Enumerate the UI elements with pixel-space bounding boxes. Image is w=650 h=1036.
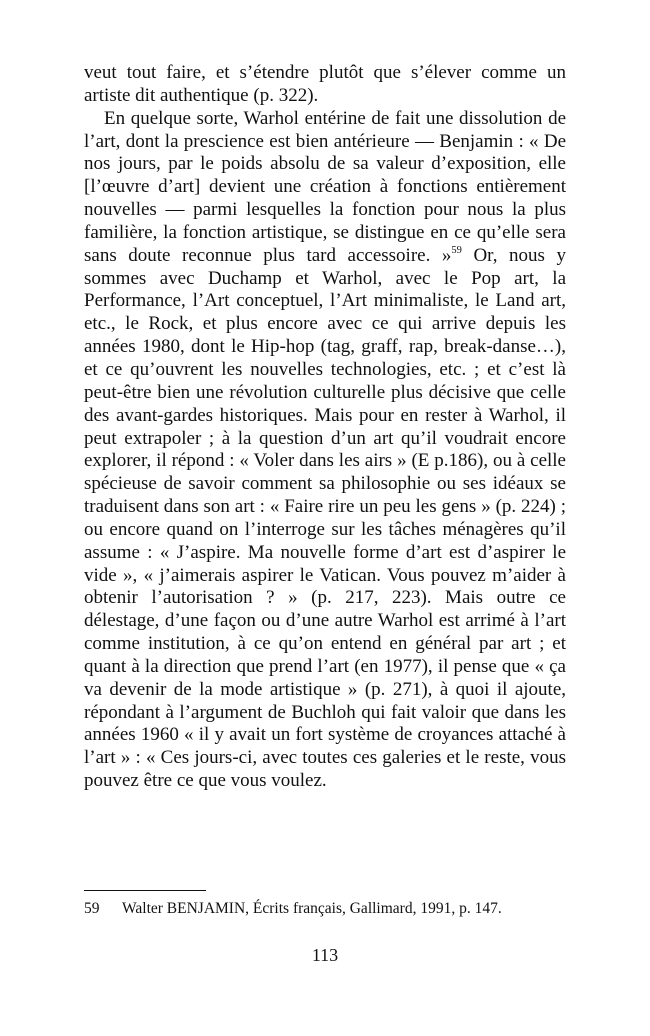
page-number: 113	[311, 945, 339, 965]
footnote	[84, 899, 566, 919]
footnote-text: Walter BENJAMIN, Écrits français, Gallimard, 1991, p. 147.	[122, 900, 502, 917]
footnote-number: 59	[84, 900, 100, 917]
footnote-divider	[84, 890, 206, 891]
page-body	[84, 62, 566, 793]
footnote-reference[interactable]: 59	[451, 244, 462, 256]
paragraph-text-after-note: Or, nous y sommes avec Duchamp et Warhol, avec le Pop art, la Performance, l’Art conceptuel, l’Art minimaliste, le Land art, etc., le Rock, et plus encore avec ce qui arrive depuis les années 1980, dont le Hip-hop (tag, graff, rap, break-danse…), et ce qu’ouvrent les nouvelles technologies, etc. ; et c’est là peut-être bien une révolution culturelle plus décisive que celle des avant-gardes historiques. Mais pour en rester à Warhol, il peut extrapoler ; à la question d’un art qu’il voudrait encore explorer, il répond : « Voler dans les airs » (E p.186), ou à celle spécieuse de savoir comment sa philosophie ou ses idéaux se traduisent dans son art : « Faire rire un peu les gens » (p. 224) ; ou encore quand on l’interroge sur les tâches ménagères qu’il assume : « J’aspire. Ma nouvelle forme d’art est d’aspirer le vide », « j’aimerais aspirer le Vatican. Vous pouvez m’aider à obtenir l’autorisation ? » (p. 217, 223). Mais outre ce délestage, d’une façon ou d’une autre Warhol est arrimé à l’art comme institution, à ce qu’on entend en général par art ; et quant à la direction que prend l’art (en 1977), il pense que « ça va devenir de la mode artistique » (p. 271), à quoi il ajoute, répondant à l’argument de Buchloh qui fait valoir que dans les années 1960 « il y avait un fort système de croyances attaché à l’art » : « Ces jours-ci, avec toutes ces galeries et le reste, vous pouvez être ce que vous voulez.	[84, 244, 566, 792]
paragraph-warhol-dissolution	[84, 108, 566, 793]
paragraph-text-before-note: En quelque sorte, Warhol entérine de fait une dissolution de l’art, dont la prescience est bien antérieure — Benjamin : « De nos jours, par le poids absolu de sa valeur d’exposition, elle [l’œuvre d’art] devient une création à fonctions entièrement nouvelles — parmi lesquelles la fonction pour nous la plus familière, la fonction artistique, se distingue en ce qu’elle sera sans doute reconnue plus tard accessoire. »	[84, 107, 566, 266]
paragraph-continuation: veut tout faire, et s’étendre plutôt que s’élever comme un artiste dit authentique (p. 322).	[84, 62, 566, 106]
